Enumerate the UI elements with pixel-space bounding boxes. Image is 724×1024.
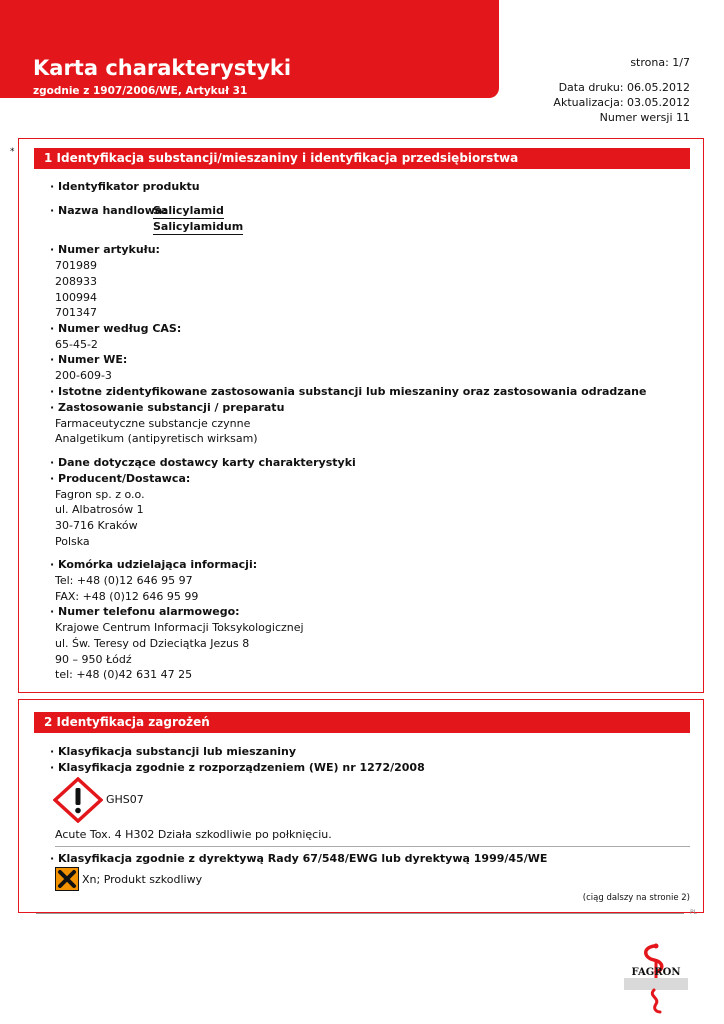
application-line: Farmaceutyczne substancje czynne <box>55 417 251 430</box>
fagron-logo <box>620 942 692 1014</box>
regulation-label: · Klasyfikacja zgodnie z rozporządzeniem (WE) nr 1272/2008 <box>50 761 425 774</box>
cas-number: 65-45-2 <box>55 338 98 351</box>
we-label: · Numer WE: <box>50 353 128 366</box>
emergency-line: ul. Św. Teresy od Dzieciątka Jezus 8 <box>55 637 250 650</box>
directive-label: · Klasyfikacja zgodnie z dyrektywą Rady 67/548/EWG lub dyrektywą 1999/45/WE <box>50 852 548 865</box>
ghs-code: GHS07 <box>106 793 144 806</box>
print-date: Data druku: 06.05.2012 <box>558 81 690 94</box>
change-marker: * <box>10 147 15 157</box>
document-subtitle: zgodnie z 1907/2006/WE, Artykuł 31 <box>33 85 248 97</box>
info-line: FAX: +48 (0)12 646 95 99 <box>55 590 199 603</box>
header-banner <box>0 0 499 98</box>
uses-label: · Istotne zidentyfikowane zastosowania substancji lub mieszaniny oraz zastosowania odradzane <box>50 385 647 398</box>
page-number: strona: 1/7 <box>630 56 690 69</box>
fagron-logo-text: FAGRON <box>631 967 681 978</box>
producer-label: · Producent/Dostawca: <box>50 472 191 485</box>
update-date: Aktualizacja: 03.05.2012 <box>553 96 690 109</box>
producer-line: 30-716 Kraków <box>55 519 138 532</box>
hazard-statement: Acute Tox. 4 H302 Działa szkodliwie po połknięciu. <box>55 828 332 841</box>
article-number-label: · Numer artykułu: <box>50 243 160 256</box>
product-id-label: · Identyfikator produktu <box>50 180 200 193</box>
producer-line: Polska <box>55 535 90 548</box>
classification-label: · Klasyfikacja substancji lub mieszaniny <box>50 745 297 758</box>
producer-line: ul. Albatrosów 1 <box>55 503 144 516</box>
language-code: PL <box>690 909 697 916</box>
section-1-title: 1 Identyfikacja substancji/mieszaniny i identyfikacja przedsiębiorstwa <box>34 148 690 169</box>
info-line: Tel: +48 (0)12 646 95 97 <box>55 574 193 587</box>
ghs07-exclamation-icon <box>53 777 103 823</box>
version-number: Numer wersji 11 <box>599 111 690 124</box>
producer-line: Fagron sp. z o.o. <box>55 488 145 501</box>
document-title: Karta charakterystyki <box>33 56 292 80</box>
divider <box>55 846 690 847</box>
application-line: Analgetikum (antipyretisch wirksam) <box>55 432 258 445</box>
emergency-line: tel: +48 (0)42 631 47 25 <box>55 668 193 681</box>
trade-name-label: · Nazwa handlowa: <box>50 204 167 217</box>
continued-note: (ciąg dalszy na stronie 2) <box>582 893 690 903</box>
trade-name-1: Salicylamid <box>153 204 224 217</box>
emergency-line: 90 – 950 Łódź <box>55 653 132 666</box>
trade-name-2: Salicylamidum <box>153 220 244 233</box>
article-number: 208933 <box>55 275 97 288</box>
info-label: · Komórka udzielająca informacji: <box>50 558 258 571</box>
supplier-label: · Dane dotyczące dostawcy karty charakterystyki <box>50 456 356 469</box>
article-number: 701347 <box>55 306 97 319</box>
application-label: · Zastosowanie substancji / preparatu <box>50 401 285 414</box>
xn-harmful-icon <box>55 867 79 891</box>
directive-classification: Xn; Produkt szkodliwy <box>82 873 203 886</box>
section-2-title: 2 Identyfikacja zagrożeń <box>34 712 690 733</box>
article-number: 100994 <box>55 291 97 304</box>
emergency-label: · Numer telefonu alarmowego: <box>50 605 240 618</box>
article-number: 701989 <box>55 259 97 272</box>
we-number: 200-609-3 <box>55 369 112 382</box>
emergency-line: Krajowe Centrum Informacji Toksykologicznej <box>55 621 304 634</box>
cas-label: · Numer według CAS: <box>50 322 182 335</box>
footer-line <box>36 913 684 914</box>
